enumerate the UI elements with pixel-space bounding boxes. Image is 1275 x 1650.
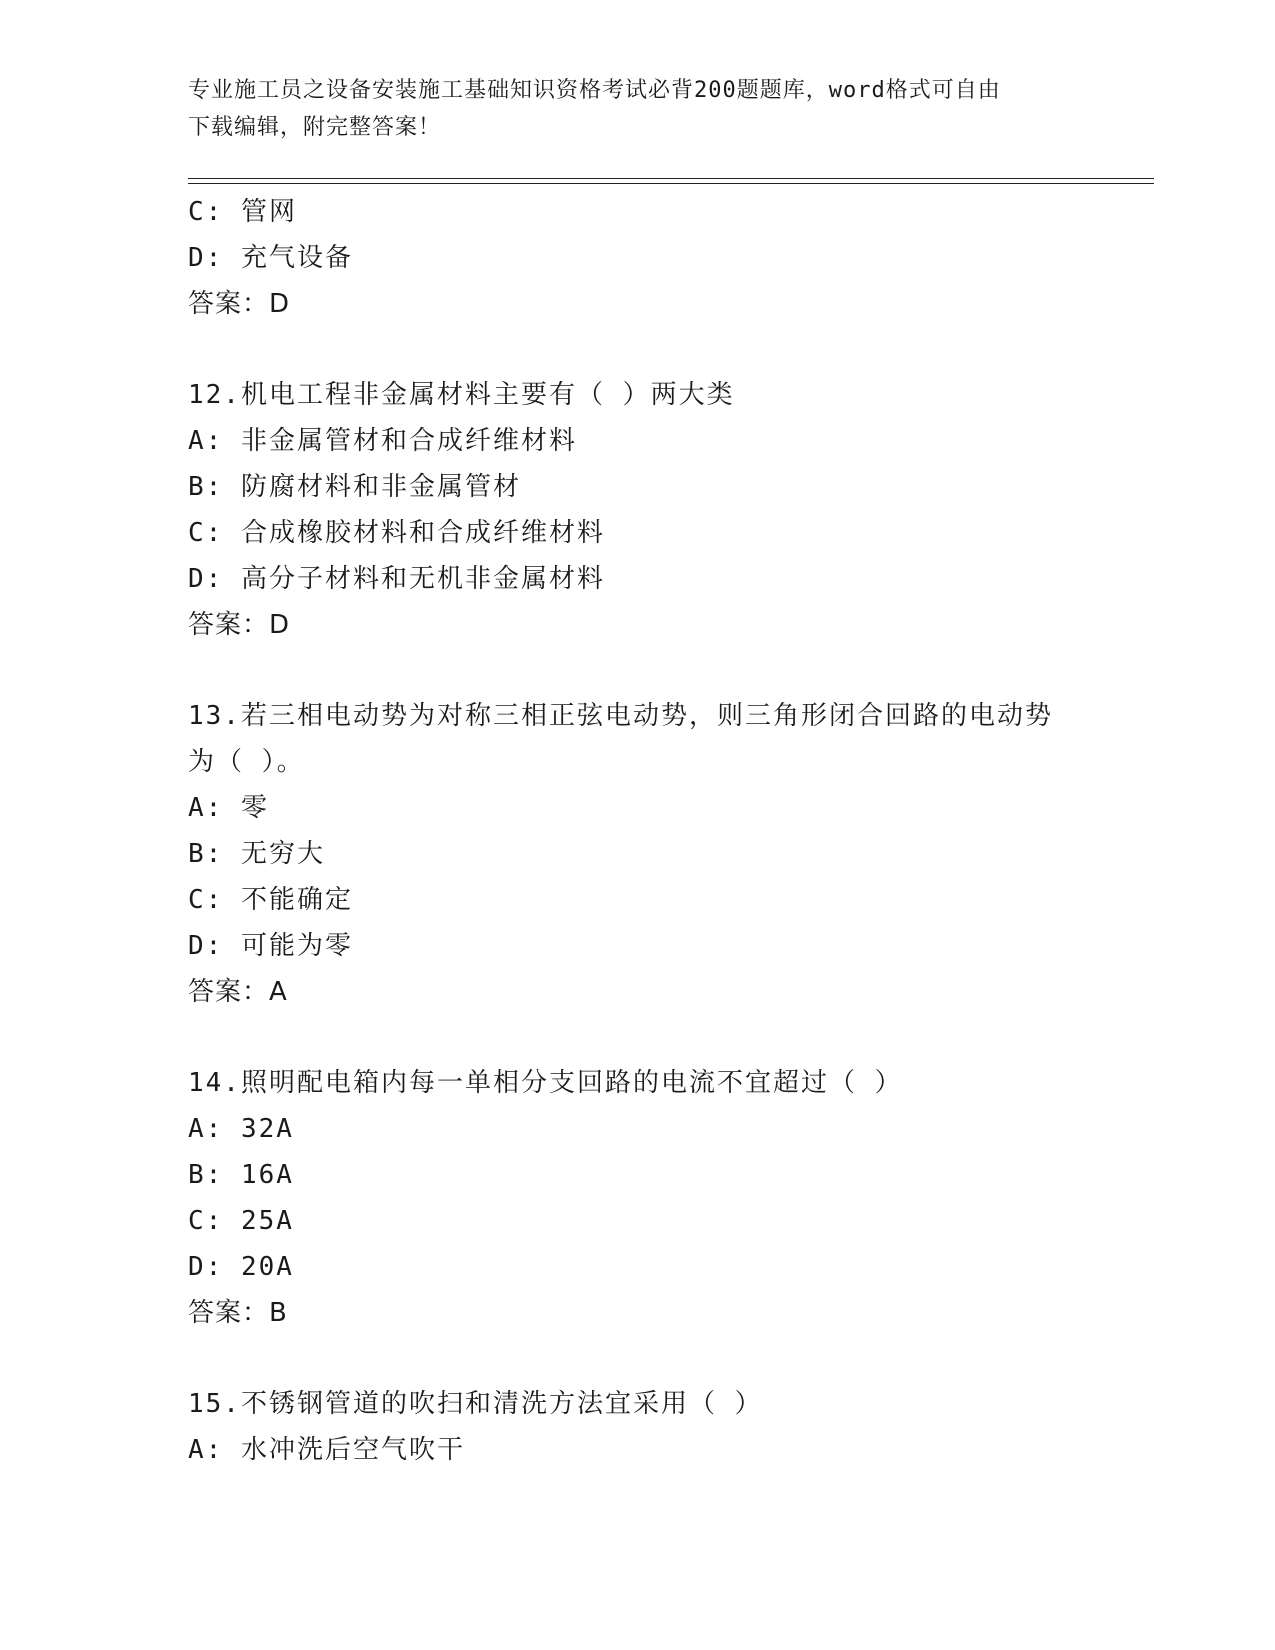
option-line — [188, 831, 1088, 877]
question-stem-continued: 为（ ）。 — [188, 747, 305, 777]
option-label: B: — [188, 839, 224, 869]
option-label: A: — [188, 793, 224, 823]
option-text: 32A — [240, 1114, 294, 1144]
option-label: C: — [188, 885, 224, 915]
option-text: 高分子材料和无机非金属材料 — [240, 564, 605, 594]
header-divider-top — [188, 178, 1154, 179]
option-text: 20A — [240, 1252, 294, 1282]
option-text: 合成橡胶材料和合成纤维材料 — [240, 518, 605, 548]
option-label: D: — [188, 1252, 224, 1282]
question-list — [188, 189, 1088, 1473]
answer-line: 答案：B — [188, 1298, 288, 1328]
option-label: A: — [188, 1114, 224, 1144]
option-line — [188, 1198, 1088, 1244]
option-label: D: — [188, 564, 224, 594]
option-text: 防腐材料和非金属管材 — [240, 472, 521, 502]
option-label: D: — [188, 931, 224, 961]
option-line — [188, 556, 1088, 602]
answer-line: 答案：A — [188, 977, 288, 1007]
option-line — [188, 510, 1088, 556]
option-line — [188, 1152, 1088, 1198]
option-line — [188, 923, 1088, 969]
option-text: 水冲洗后空气吹干 — [240, 1435, 465, 1465]
option-text: 25A — [240, 1206, 294, 1236]
option-text: 无穷大 — [240, 839, 325, 869]
option-line — [188, 1106, 1088, 1152]
question-stem: 14.照明配电箱内每一单相分支回路的电流不宜超过（ ） — [188, 1068, 903, 1098]
answer-line: 答案：D — [188, 610, 291, 640]
option-label: B: — [188, 1160, 224, 1190]
question-stem: 12.机电工程非金属材料主要有（ ）两大类 — [188, 380, 735, 410]
header-title-line-2: 下载编辑，附完整答案！ — [188, 115, 442, 140]
option-text: 可能为零 — [240, 931, 353, 961]
answer-line: 答案：D — [188, 289, 291, 319]
header-title-line-1: 专业施工员之设备安装施工基础知识资格考试必背200题题库，word格式可自由 — [188, 78, 1001, 103]
question-stem: 15.不锈钢管道的吹扫和清洗方法宜采用（ ） — [188, 1389, 763, 1419]
option-line — [188, 189, 1088, 235]
option-line — [188, 1244, 1088, 1290]
option-label: D: — [188, 243, 224, 273]
question-stem: 13.若三相电动势为对称三相正弦电动势，则三角形闭合回路的电动势 — [188, 701, 1053, 731]
option-line — [188, 785, 1088, 831]
option-line — [188, 464, 1088, 510]
option-label: A: — [188, 1435, 224, 1465]
option-line — [188, 418, 1088, 464]
option-label: C: — [188, 1206, 224, 1236]
option-text: 非金属管材和合成纤维材料 — [240, 426, 577, 456]
option-text: 管网 — [240, 197, 297, 227]
option-line — [188, 1427, 1088, 1473]
option-text: 充气设备 — [240, 243, 353, 273]
option-label: C: — [188, 197, 224, 227]
option-label: A: — [188, 426, 224, 456]
header-divider-bottom — [188, 183, 1154, 184]
option-text: 16A — [240, 1160, 294, 1190]
option-text: 不能确定 — [240, 885, 353, 915]
option-line — [188, 877, 1088, 923]
option-line — [188, 235, 1088, 281]
option-text: 零 — [240, 793, 269, 823]
document-header — [188, 72, 1088, 146]
option-label: C: — [188, 518, 224, 548]
option-label: B: — [188, 472, 224, 502]
